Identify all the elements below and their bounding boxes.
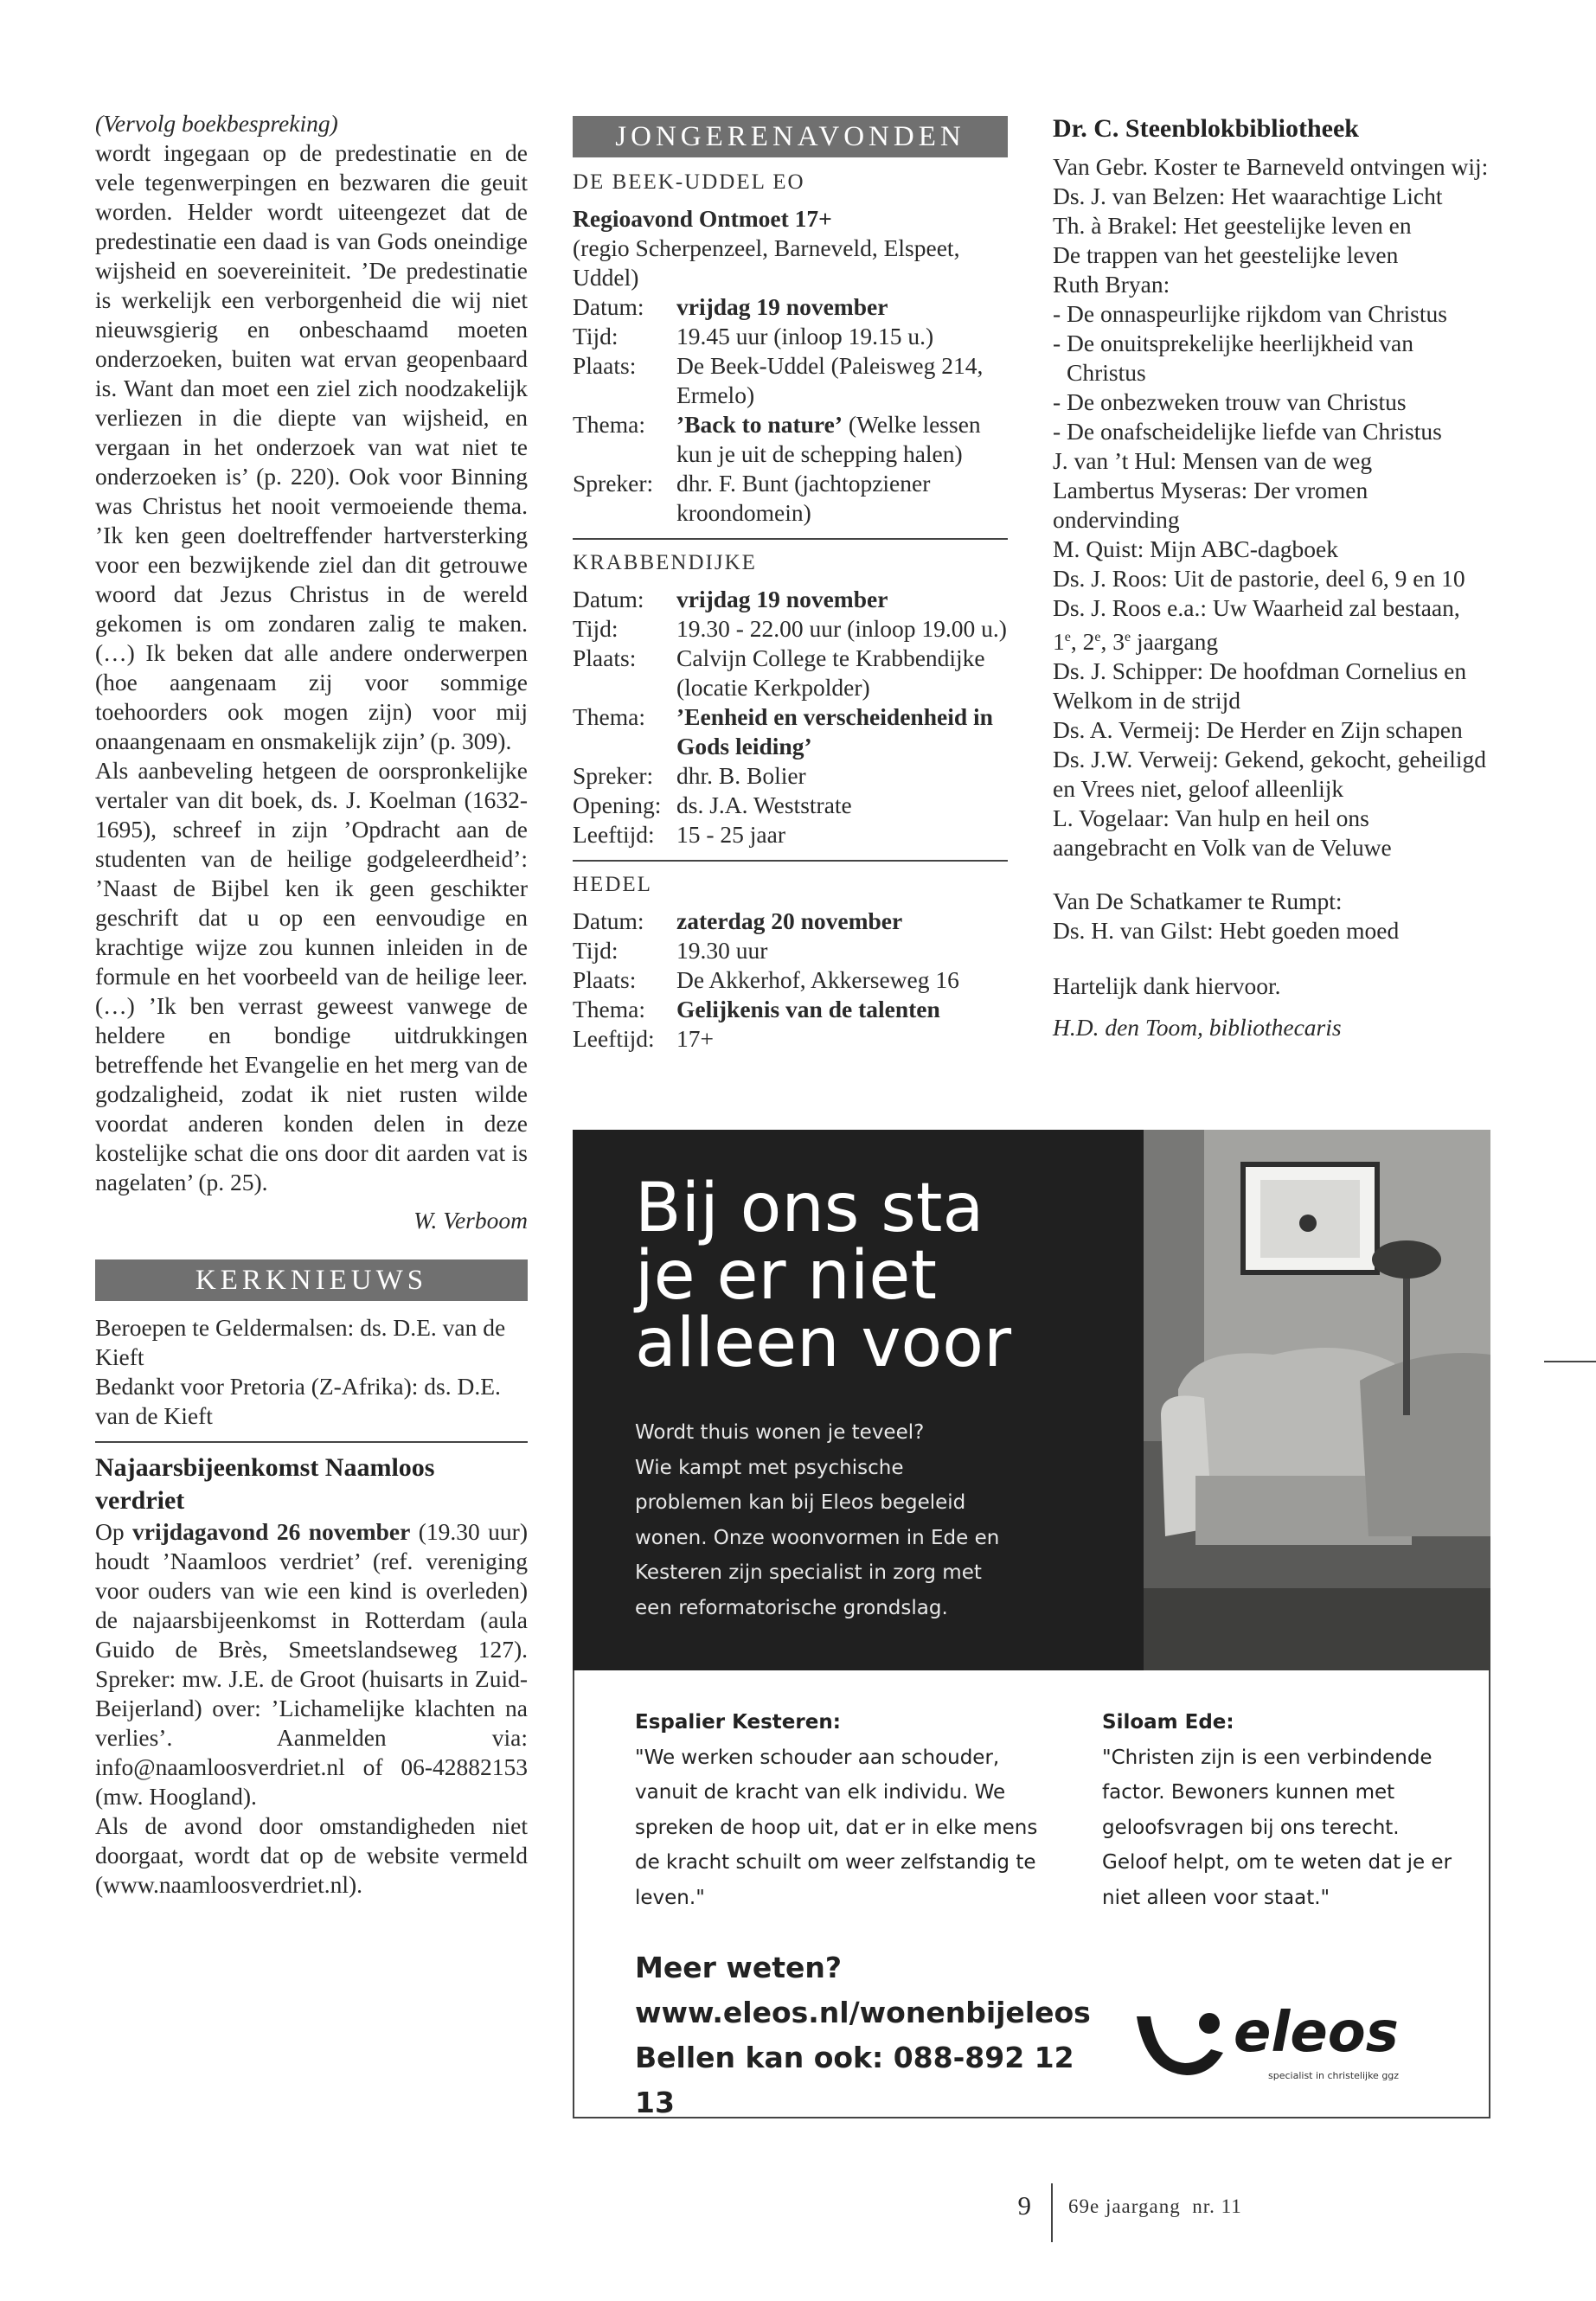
- ad-headline-line: Bij ons sta: [635, 1170, 984, 1247]
- living-room-illustration: [1144, 1130, 1490, 1670]
- eleos-logo-text: eleos: [1234, 2001, 1399, 2065]
- ad-body-line: Wie kampt met psychische: [635, 1456, 904, 1479]
- detail-value: Gelijkenis van de talenten: [676, 996, 940, 1022]
- library-item: L. Vogelaar: Van hulp en heil ons aangebracht en Volk van de Veluwe: [1053, 804, 1392, 862]
- detail-value: 19.30 - 22.00 uur (inloop 19.00 u.): [676, 615, 1007, 642]
- library-intro: Van Gebr. Koster te Barneveld ontvingen wij:: [1053, 153, 1489, 180]
- beek-thema-key: Thema:: [573, 411, 645, 438]
- page-footer: [0, 2189, 1596, 2240]
- detail-value: zaterdag 20 november: [676, 907, 903, 934]
- krab-heading: KRABBENDIJKE: [573, 551, 757, 574]
- library-item: Ds. A. Vermeij: De Herder en Zijn schapen: [1053, 716, 1463, 744]
- detail-row: [573, 936, 1008, 965]
- detail-value: 19.30 uur: [676, 937, 768, 964]
- kerknieuws-item: Beroepen te Geldermalsen: ds. D.E. van de Kieft: [95, 1314, 506, 1370]
- ad-cta: [635, 1945, 1119, 2125]
- detail-value: vrijdag 19 november: [676, 293, 888, 320]
- detail-key: Plaats:: [573, 352, 637, 379]
- ad-body-line: wonen. Onze woonvormen in Ede en: [635, 1526, 1000, 1549]
- beek-subtitle: (regio Scherpenzeel, Barneveld, Elspeet, Uddel): [573, 234, 960, 291]
- footer-divider: [1051, 2183, 1053, 2242]
- j-label: jaargang: [1131, 628, 1219, 656]
- ad-headline-line: alleen voor: [635, 1304, 1012, 1382]
- column-middle: [573, 109, 1008, 1054]
- detail-row: [573, 761, 1008, 791]
- library-list-2: [1053, 657, 1490, 862]
- naamloos-date: vrijdagavond 26 november: [132, 1518, 411, 1545]
- column-right: [1053, 109, 1490, 1042]
- detail-value: ds. J.A. Weststrate: [676, 792, 852, 818]
- detail-value: 15 - 25 jaar: [676, 821, 785, 848]
- library-intro-2: Van De Schatkamer te Rumpt:: [1053, 888, 1343, 915]
- ad-body-line: een reformatorische grondslag.: [635, 1596, 948, 1619]
- cta-link[interactable]: www.eleos.nl/wonenbijeleos: [635, 1996, 1091, 2029]
- beek-title: Regioavond Ontmoet 17+: [573, 205, 832, 232]
- naamloos-body: (19.30 uur) houdt ’Naamloos verdriet’ (ref. vereniging voor ouders van wie een kind is overleden) de najaarsbijeenkomst in Rotterdam (aula Guido de Brès, Smeetslandseweg 127). Spreker: mw. J.E. de Groot (huisarts in Zuid-Beijerland) over: ’Lichamelijke klachten na verlies’. Aanmelden via: info@naamloosverdriet.nl of 06-42882153 (mw. Hoogland).: [95, 1518, 529, 1810]
- j3: , 3: [1100, 628, 1125, 656]
- detail-row: [573, 702, 1008, 761]
- beek-details: [573, 292, 1008, 410]
- library-item: - De onafscheidelijke liefde van Christus: [1053, 418, 1442, 445]
- j1: 1: [1053, 628, 1065, 656]
- detail-value: De Beek-Uddel (Paleisweg 214, Ermelo): [676, 352, 984, 408]
- beek-heading: DE BEEK-UDDEL EO: [573, 170, 805, 194]
- library-item: - De onuitsprekelijke heerlijkheid van Christus: [1053, 330, 1413, 386]
- detail-row: [573, 1024, 1008, 1054]
- library-item: Ds. J. van Belzen: Het waarachtige Licht: [1053, 183, 1443, 209]
- detail-row: [573, 965, 1008, 995]
- review-text-2: Als aanbeveling hetgeen de oorspronkelijke vertaler van dit boek, ds. J. Koelman (1632-1695), schreef in zijn ’Opdracht aan de studenten van de heilige godgeleerdheid’: ’Naast de Bijbel ken ik geen geschikter geschrift dat u op een eenvoudige en krachtige wijze zou kunnen inleiden in de formule en het voorbeeld van de heilige leer. (…) ’Ik ben verrast geweest vanwege de heldere en bondige uitdrukkingen betreffende het Evangelie en het merg van de godzaligheid, zodat ik niet rusten wilde voordat anderen konden delen in deze kostelijke schat die ons door dit aarden vat is nagelaten’ (p. 25).: [95, 757, 528, 1195]
- detail-row: [573, 614, 1008, 644]
- detail-row: [573, 820, 1008, 849]
- ad-body: [635, 1415, 1119, 1625]
- eleos-logo-icon: [1128, 1999, 1232, 2094]
- detail-row: [573, 322, 1008, 351]
- hedel-details: [573, 907, 1008, 1054]
- ad-headline-line: je er niet: [635, 1237, 937, 1315]
- detail-value: 19.45 uur (inloop 19.15 u.): [676, 323, 934, 349]
- library-item: Ruth Bryan:: [1053, 271, 1170, 298]
- ad-headline: [635, 1170, 1119, 1382]
- kerknieuws-banner: KERKNIEUWS: [95, 1259, 528, 1301]
- continued-label: (Vervolg boekbespreking): [95, 110, 338, 137]
- library-item: Ds. J. Schipper: De hoofdman Cornelius en Welkom in de strijd: [1053, 657, 1467, 715]
- naamloos-text-2: Als de avond door omstandigheden niet doorgaat, wordt dat op de website vermeld (www.naamloosverdriet.nl).: [95, 1812, 528, 1898]
- library-item: - De onbezweken trouw van Christus: [1053, 388, 1407, 415]
- beek-thema-title: ’Back to nature’: [676, 411, 843, 438]
- hedel-heading: HEDEL: [573, 873, 652, 896]
- j2: , 2: [1070, 628, 1095, 656]
- detail-key: Plaats:: [573, 644, 637, 671]
- library-signature: H.D. den Toom, bibliothecaris: [1053, 1014, 1342, 1042]
- ad-espalier: [635, 1705, 1050, 1915]
- column-left: [95, 109, 528, 1900]
- detail-value: dhr. B. Bolier: [676, 762, 806, 789]
- detail-key: Leeftijd:: [573, 821, 655, 848]
- beek-thema-row: [573, 410, 1008, 469]
- ad-living-room-photo: [1144, 1130, 1490, 1670]
- detail-key: Tijd:: [573, 937, 619, 964]
- ad-white-panel: [573, 1670, 1490, 2118]
- naamloos-title: Najaarsbijeenkomst Naamloos verdriet: [95, 1453, 435, 1515]
- detail-row: [573, 995, 1008, 1024]
- library-item: M. Quist: Mijn ABC-dagboek: [1053, 535, 1339, 562]
- divider: [95, 1441, 528, 1443]
- detail-key: Tijd:: [573, 323, 619, 349]
- detail-key: Datum:: [573, 586, 644, 612]
- library-item: Ds. J.W. Verweij: Gekend, gekocht, geheiligd en Vrees niet, geloof alleenlijk: [1053, 746, 1487, 803]
- library-title: Dr. C. Steenblokbibliotheek: [1053, 114, 1359, 143]
- siloam-title: Siloam Ede:: [1102, 1711, 1234, 1734]
- j1-sup: e: [1064, 630, 1071, 644]
- detail-value: ’Eenheid en verscheidenheid in Gods leiding’: [676, 703, 993, 760]
- detail-key: Opening:: [573, 792, 662, 818]
- margin-mark: [1544, 1361, 1596, 1362]
- divider: [573, 538, 1008, 540]
- naamloos-op: Op: [95, 1518, 125, 1545]
- jongerenavonden-banner: JONGERENAVONDEN: [573, 116, 1008, 157]
- detail-key: Datum:: [573, 293, 644, 320]
- review-text: wordt ingegaan op de predestinatie en de vele tegenwerpingen en bezwaren die geuit worden. Helder wordt uiteengezet dat de predestinatie een daad is van Gods oneindige wijsheid en soevereiniteit. ’De predestinatie is werkelijk een verborgenheid die wij niet nieuwsgierig en onbeschaamd moeten onderzoeken, buiten wat ervan geopenbaard is. Want dan moet een ziel zich noodzakelijk verliezen in die diepte van wijsheid, en vergaan in het onderzoek van wat niet te onderzoeken is’ (p. 220). Ook voor Binning was Christus het nooit vermoeiende thema. ’Ik ken geen doeltreffender hartversterking voor een bezwijkende ziel dan dit getrouwe woord dat Jezus Christus in de wereld gekomen is om zondaren zalig te maken. (…) Ik beken dat alle andere onderwerpen (hoe aangenaam zij voor sommige toehoorders ook mogen zijn) voor mij onaangenaam en onsmakelijk zijn’ (p. 309).: [95, 139, 528, 754]
- library-item: Th. à Brakel: Het geestelijke leven en: [1053, 212, 1412, 239]
- divider: [573, 860, 1008, 862]
- cta-question: Meer weten?: [635, 1951, 843, 1984]
- library-item: Ds. J. Roos: Uit de pastorie, deel 6, 9 en 10: [1053, 565, 1465, 592]
- detail-row: [573, 791, 1008, 820]
- detail-value: Calvijn College te Krabbendijke (locatie Kerkpolder): [676, 644, 985, 701]
- beek-thema-desc: (Welke lessen kun je uit de schepping halen): [676, 411, 981, 467]
- detail-key: Datum:: [573, 907, 644, 934]
- j3-sup: e: [1124, 630, 1131, 644]
- cta-phone: Bellen kan ook: 088-892 12 13: [635, 2041, 1074, 2119]
- detail-key: Thema:: [573, 703, 645, 730]
- siloam-quote: "Christen zijn is een verbindende factor. Bewoners kunnen met geloofsvragen bij ons terecht. Geloof helpt, om te weten dat je er niet alleen voor staat.": [1102, 1746, 1452, 1909]
- detail-row: [573, 907, 1008, 936]
- naamloos-text: [95, 1517, 528, 1811]
- beek-spreker-row: [573, 469, 1008, 528]
- detail-value: 17+: [676, 1025, 715, 1052]
- library-item: De trappen van het geestelijke leven: [1053, 241, 1399, 268]
- detail-row: [573, 351, 1008, 410]
- ad-body-line: problemen kan bij Eleos begeleid: [635, 1491, 966, 1514]
- library-item: Ds. J. Roos e.a.: Uw Waarheid zal bestaan,: [1053, 594, 1460, 621]
- library-item: Lambertus Myseras: Der vromen ondervinding: [1053, 477, 1368, 533]
- detail-value: De Akkerhof, Akkerseweg 16: [676, 966, 959, 993]
- ad-body-line: Kesteren zijn specialist in zorg met: [635, 1561, 982, 1584]
- beek-spreker-value: dhr. F. Bunt (jachtopziener kroondomein): [676, 470, 931, 526]
- detail-key: Plaats:: [573, 966, 637, 993]
- review-author: W. Verboom: [413, 1207, 528, 1234]
- library-thanks: Hartelijk dank hiervoor.: [1053, 972, 1281, 1000]
- eleos-logo-tagline: specialist in christelijke ggz: [1268, 2070, 1400, 2081]
- detail-key: Thema:: [573, 996, 645, 1022]
- library-item: [1053, 623, 1490, 657]
- issue-label: 69e jaargang nr. 11: [1068, 2195, 1242, 2217]
- library-list: [1053, 182, 1490, 623]
- ad-dark-panel: [573, 1130, 1144, 1670]
- detail-key: Tijd:: [573, 615, 619, 642]
- library-item: J. van ’t Hul: Mensen van de weg: [1053, 447, 1373, 474]
- ad-siloam: [1102, 1705, 1465, 1915]
- kerknieuws-item: Bedankt voor Pretoria (Z-Afrika): ds. D.E. van de Kieft: [95, 1373, 501, 1429]
- page-number: 9: [1017, 2190, 1031, 2221]
- detail-row: [573, 585, 1008, 614]
- j2-sup: e: [1094, 630, 1101, 644]
- library-item: Ds. H. van Gilst: Hebt goeden moed: [1053, 917, 1400, 945]
- detail-row: [573, 292, 1008, 322]
- krab-details: [573, 585, 1008, 849]
- espalier-quote: "We werken schouder aan schouder, vanuit de kracht van elk individu. We spreken de hoop uit, dat er in elke mens de kracht schuilt om weer zelfstandig te leven.": [635, 1746, 1038, 1909]
- detail-value: vrijdag 19 november: [676, 586, 888, 612]
- eleos-logo: [1128, 1999, 1457, 2094]
- library-item: - De onnaspeurlijke rijkdom van Christus: [1053, 300, 1447, 327]
- detail-row: [573, 644, 1008, 702]
- detail-key: Leeftijd:: [573, 1025, 655, 1052]
- detail-key: Spreker:: [573, 762, 654, 789]
- beek-spreker-key: Spreker:: [573, 470, 654, 497]
- ad-body-line: Wordt thuis wonen je teveel?: [635, 1421, 925, 1444]
- espalier-title: Espalier Kesteren:: [635, 1711, 841, 1734]
